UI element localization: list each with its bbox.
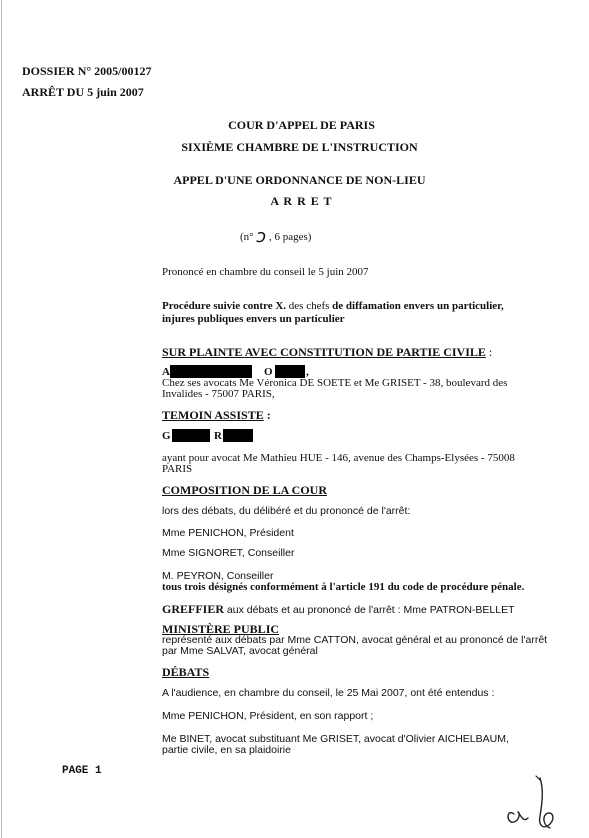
- temoin-colon: :: [263, 408, 271, 422]
- procedure-diffamation: de diffamation envers un particulier,: [332, 300, 504, 312]
- arret-number-prefix: (n°: [240, 231, 254, 243]
- member-conseiller-1: Mme SIGNORET, Conseiller: [162, 547, 295, 559]
- partie-civile-initial-o: O: [264, 366, 273, 378]
- partie-civile-heading: [162, 345, 492, 360]
- temoin-counsel-2: PARIS: [162, 463, 193, 475]
- redaction-bar: [223, 429, 253, 442]
- court-name: COUR D'APPEL DE PARIS: [228, 118, 375, 132]
- greffier-line: [162, 602, 515, 617]
- procedure-line-2: injures publiques envers un particulier: [162, 313, 345, 325]
- greffier-text: aux débats et au prononcé de l'arrêt : Mme PATRON-BELLET: [224, 604, 515, 616]
- arret-number: [240, 224, 311, 245]
- partie-civile-heading-text: SUR PLAINTE AVEC CONSTITUTION DE PARTIE CIVILE: [162, 345, 486, 359]
- arret-number-suffix: , 6 pages): [268, 231, 312, 243]
- ministere-line-1: représenté aux débats par Mme CATTON, avocat général et au prononcé de l'arrêt: [162, 634, 548, 646]
- page-number: PAGE 1: [62, 765, 102, 777]
- dossier-number: DOSSIER N° 2005/00127: [22, 64, 152, 78]
- greffier-heading: GREFFIER: [162, 602, 225, 616]
- ministere-line-2: par Mme SALVAT, avocat général: [162, 645, 318, 657]
- redaction-bar: [172, 429, 210, 442]
- appeal-title: APPEL D'UNE ORDONNANCE DE NON-LIEU: [173, 173, 426, 187]
- temoin-heading-text: TEMOIN ASSISTE: [162, 408, 264, 422]
- partie-civile-comma: ,: [306, 366, 309, 378]
- procedure-contre-x: Procédure suivie contre X.: [162, 300, 287, 312]
- partie-civile-initial-a: A: [162, 366, 170, 378]
- partie-civile-counsel-1: Chez ses avocats Me Véronica DE SOETE et Me GRISET - 38, boulevard des: [162, 377, 508, 389]
- member-president: Mme PENICHON, Président: [162, 527, 294, 539]
- arret-heading: A R R E T: [270, 194, 333, 208]
- composition-heading: COMPOSITION DE LA COUR: [162, 483, 328, 497]
- temoin-counsel-1: ayant pour avocat Me Mathieu HUE - 146, avenue des Champs-Elysées - 75008: [162, 452, 515, 464]
- temoin-initial-r: R: [214, 430, 222, 442]
- partie-civile-colon: :: [485, 345, 493, 359]
- composition-intro: lors des débats, du délibéré et du prononcé de l'arrêt:: [162, 505, 411, 517]
- partie-civile-counsel-2: Invalides - 75007 PARIS,: [162, 388, 275, 400]
- arret-date: ARRÊT DU 5 juin 2007: [22, 85, 144, 99]
- chamber-name: SIXIÈME CHAMBRE DE L'INSTRUCTION: [181, 140, 418, 154]
- procedure-line-1: [162, 300, 504, 312]
- debats-line-2: Mme PENICHON, Président, en son rapport ;: [162, 710, 374, 722]
- member-conseiller-2: M. PEYRON, Conseiller: [162, 570, 274, 582]
- debats-line-4: partie civile, en sa plaidoirie: [162, 744, 291, 756]
- prononce-text: Prononcé en chambre du conseil le 5 juin 2007: [162, 266, 369, 278]
- composition-note: tous trois désignés conformément à l'article 191 du code de procédure pénale.: [162, 581, 525, 593]
- temoin-heading: [162, 408, 271, 423]
- temoin-initial-g: G: [162, 430, 171, 442]
- debats-line-3: Me BINET, avocat substituant Me GRISET, avocat d'Olivier AICHELBAUM,: [162, 733, 509, 745]
- debats-line-1: A l'audience, en chambre du conseil, le 25 Mai 2007, ont été entendus :: [162, 687, 495, 699]
- procedure-des-chefs: des chefs: [286, 300, 333, 312]
- handwritten-number: ɔ: [256, 226, 267, 247]
- ministere-heading: MINISTÈRE PUBLIC: [162, 622, 280, 636]
- debats-heading: DÉBATS: [162, 665, 210, 679]
- handwritten-initials: [500, 768, 580, 834]
